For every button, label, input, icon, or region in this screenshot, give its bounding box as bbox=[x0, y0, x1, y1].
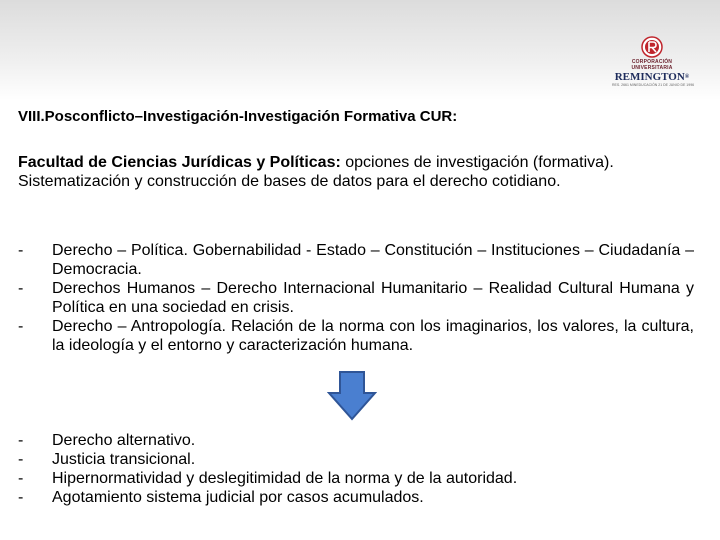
list-item-text: Derechos Humanos – Derecho Internacional Humanitario – Realidad Cultural Humana y Política en una sociedad en crisis. bbox=[52, 280, 694, 316]
list-item bbox=[18, 431, 694, 450]
list-item-text: Derecho – Antropología. Relación de la norma con los imaginarios, los valores, la cultura, la ideología y el entorno y caracterización humana. bbox=[52, 318, 694, 354]
bullet-dash: - bbox=[18, 451, 24, 468]
list-item bbox=[18, 317, 694, 355]
logo-line1: CORPORACIÓN bbox=[631, 59, 673, 65]
list-item-text: Agotamiento sistema judicial por casos acumulados. bbox=[52, 489, 424, 506]
faculty-line bbox=[18, 153, 694, 172]
logo-line2: UNIVERSITARIA bbox=[631, 65, 673, 71]
list-item bbox=[18, 450, 694, 469]
list-item bbox=[18, 241, 694, 279]
bullet-dash: - bbox=[18, 280, 24, 297]
page-title: VIII.Posconflicto–Investigación-Investigación Formativa CUR: bbox=[18, 108, 458, 125]
bullet-dash: - bbox=[18, 470, 24, 487]
down-arrow-icon bbox=[327, 371, 377, 421]
remington-logo bbox=[612, 36, 695, 94]
list-item-text: Derecho – Política. Gobernabilidad - Estado – Constitución – Instituciones – Ciudadanía – Democracia. bbox=[52, 242, 694, 278]
intro-block bbox=[18, 153, 694, 191]
research-lines-list bbox=[18, 241, 694, 355]
bullet-dash: - bbox=[18, 242, 24, 259]
logo-fine-print: RES. 2661 MINEDUCACIÓN 21 DE JUNIO DE 1996 bbox=[612, 83, 695, 87]
systematization-line: Sistematización y construcción de bases de datos para el derecho cotidiano. bbox=[18, 173, 561, 190]
bullet-dash: - bbox=[18, 432, 24, 449]
bullet-dash: - bbox=[18, 318, 24, 335]
list-item-text: Derecho alternativo. bbox=[52, 432, 196, 449]
faculty-name: Facultad de Ciencias Jurídicas y Políticas: bbox=[18, 154, 341, 171]
list-item-text: Justicia transicional. bbox=[52, 451, 196, 468]
bullet-dash: - bbox=[18, 489, 24, 506]
down-arrow-shape bbox=[329, 372, 375, 419]
faculty-description: opciones de investigación (formativa). bbox=[340, 154, 614, 171]
logo-name: REMINGTON® bbox=[614, 71, 690, 83]
list-item bbox=[18, 279, 694, 317]
list-item bbox=[18, 469, 694, 488]
list-item-text: Hipernormatividad y deslegitimidad de la norma y de la autoridad. bbox=[52, 470, 518, 487]
remington-emblem-icon bbox=[641, 36, 663, 58]
topics-list bbox=[18, 431, 694, 507]
list-item bbox=[18, 488, 694, 507]
